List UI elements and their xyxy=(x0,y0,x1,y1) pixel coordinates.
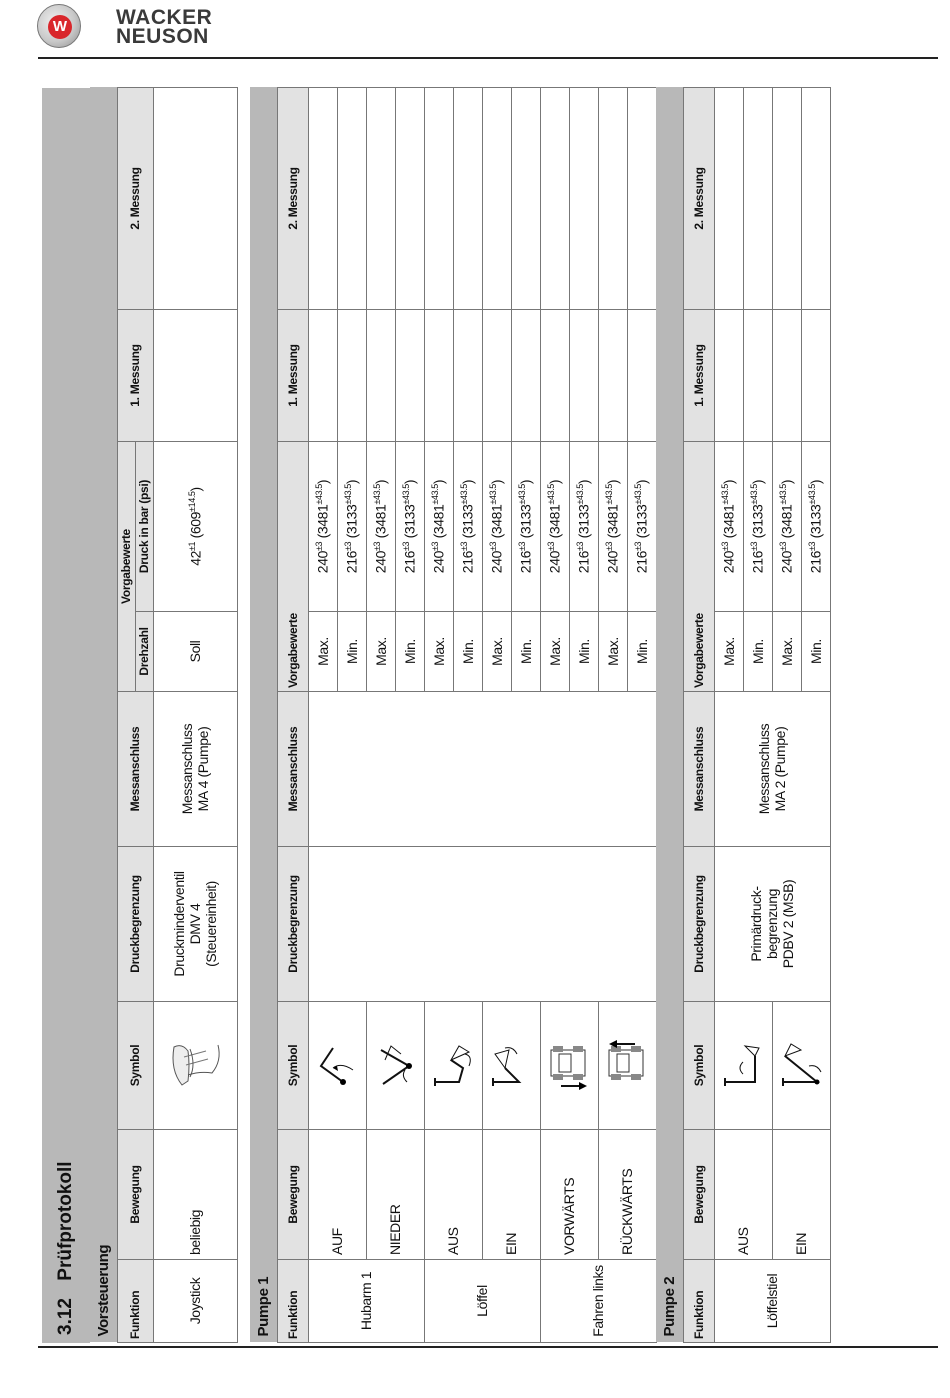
druckbegrenzung-line-3: (Steuereinheit) xyxy=(203,881,219,967)
psi-tolerance: ±43.5 xyxy=(720,484,731,505)
cell-minmax: Min. xyxy=(395,612,424,692)
header-vorgabewerte: Vorgabewerte xyxy=(117,442,135,692)
bar-tolerance: ±3 xyxy=(517,541,528,552)
logo-letter: W xyxy=(48,15,72,39)
druckbegrenzung-line-3: PDBV 2 (MSB) xyxy=(780,879,796,969)
cell-bewegung-aus: AUS xyxy=(714,1130,772,1260)
messanschluss-line-2: MA 2 (Pumpe) xyxy=(772,726,788,812)
psi-tolerance: ±43.5 xyxy=(314,484,325,505)
cell-messanschluss-ma2 xyxy=(714,692,830,847)
header-messanschluss: Messanschluss xyxy=(683,692,714,847)
footer-rule xyxy=(38,1346,938,1348)
cell-bewegung-beliebig: beliebig xyxy=(153,1130,237,1260)
bar-tolerance: ±3 xyxy=(314,541,325,552)
bar-tolerance: ±3 xyxy=(633,541,644,552)
cell-funktion-loeffel: Löffel xyxy=(424,1260,540,1343)
druckbegrenzung-line-2: DMV 4 xyxy=(187,903,203,945)
cell-messung-2-input[interactable] xyxy=(337,87,366,309)
messanschluss-line-1: Messanschluss xyxy=(179,723,195,815)
cell-messung-1-input[interactable] xyxy=(801,310,830,442)
group-title-pumpe-1: Pumpe 1 xyxy=(250,87,277,1342)
psi-tolerance: ±43.5 xyxy=(343,484,354,505)
drive-forward-icon xyxy=(543,1041,595,1091)
psi-tolerance: ±43.5 xyxy=(459,484,470,505)
header-druck: Druck in bar (psi) xyxy=(135,442,153,612)
header-druckbegrenzung: Druckbegrenzung xyxy=(117,847,153,1002)
bar-tolerance: ±3 xyxy=(430,541,441,552)
bar-value: 216 xyxy=(575,551,592,574)
cell-messung-2-input[interactable] xyxy=(395,87,424,309)
cell-vorgabe xyxy=(308,442,337,612)
cell-vorgabe xyxy=(598,442,627,612)
cell-messung-1-input[interactable] xyxy=(424,310,453,442)
cell-messung-1-input[interactable] xyxy=(743,310,772,442)
close-paren: ) xyxy=(372,479,389,485)
close-paren: ) xyxy=(546,479,563,485)
section-title-text: Prüfprotokoll xyxy=(55,1161,76,1281)
header-messung-2: 2. Messung xyxy=(683,87,714,309)
symbol-fahren-rueckwaerts xyxy=(598,1002,656,1130)
cell-funktion-joystick: Joystick xyxy=(153,1260,237,1343)
close-paren: ) xyxy=(488,479,505,485)
cell-minmax: Max. xyxy=(366,612,395,692)
symbol-loeffelstiel-ein xyxy=(772,1002,830,1130)
close-paren: ) xyxy=(459,479,476,485)
druck-bar-tolerance: ±1 xyxy=(186,541,197,552)
symbol-loeffelstiel-aus xyxy=(714,1002,772,1130)
cell-vorgabe xyxy=(453,442,482,612)
section-number: 3.12 xyxy=(55,1298,76,1335)
cell-messanschluss-pumpe-1 xyxy=(308,692,656,847)
bar-tolerance: ±3 xyxy=(459,541,470,552)
psi-value: (3133 xyxy=(343,504,360,539)
cell-bewegung-nieder: NIEDER xyxy=(366,1130,424,1260)
bar-tolerance: ±3 xyxy=(604,541,615,552)
cell-messung-1-input[interactable] xyxy=(337,310,366,442)
psi-tolerance: ±43.5 xyxy=(575,484,586,505)
header-funktion: Funktion xyxy=(117,1260,153,1343)
header-messung-1: 1. Messung xyxy=(683,310,714,442)
joystick-icon xyxy=(160,1036,230,1096)
psi-tolerance: ±43.5 xyxy=(749,484,760,505)
cell-minmax: Min. xyxy=(801,612,830,692)
bar-value: 216 xyxy=(633,551,650,574)
header-funktion: Funktion xyxy=(277,1260,308,1343)
cell-messanschluss-ma4 xyxy=(153,692,237,847)
bar-value: 240 xyxy=(720,551,737,574)
psi-value: (3481 xyxy=(430,504,447,539)
cell-drehzahl-soll: Soll xyxy=(153,612,237,692)
bar-tolerance: ±3 xyxy=(546,541,557,552)
cell-messung-2-input[interactable] xyxy=(598,87,627,309)
bar-tolerance: ±3 xyxy=(720,541,731,552)
cell-messung-1-input[interactable] xyxy=(569,310,598,442)
header-druckbegrenzung: Druckbegrenzung xyxy=(277,847,308,1002)
druckbegrenzung-line-1: Primärdruck- xyxy=(748,886,764,962)
cell-vorgabe xyxy=(337,442,366,612)
header-drehzahl: Drehzahl xyxy=(135,612,153,692)
bar-tolerance: ±3 xyxy=(807,541,818,552)
bucket-in-icon xyxy=(487,1041,535,1091)
cell-messung-1-input[interactable] xyxy=(714,310,743,442)
bar-value: 240 xyxy=(372,551,389,574)
cell-minmax: Max. xyxy=(714,612,743,692)
cell-messung-2-input[interactable] xyxy=(772,87,801,309)
close-paren: ) xyxy=(749,479,766,485)
bar-tolerance: ±3 xyxy=(401,541,412,552)
bar-value: 240 xyxy=(488,551,505,574)
psi-tolerance: ±43.5 xyxy=(430,484,441,505)
group-title-vorsteuerung: Vorsteuerung xyxy=(90,87,117,1342)
header-symbol: Symbol xyxy=(117,1002,153,1130)
bar-value: 240 xyxy=(314,551,331,574)
cell-vorgabe xyxy=(395,442,424,612)
bucket-out-icon xyxy=(429,1041,477,1091)
header-vorgabewerte: Vorgabewerte xyxy=(277,442,308,692)
cell-minmax: Max. xyxy=(540,612,569,692)
header-vorgabewerte: Vorgabewerte xyxy=(683,442,714,692)
table-pumpe-1 xyxy=(250,87,657,1343)
psi-value: (3133 xyxy=(459,504,476,539)
cell-funktion-fahren-links: Fahren links xyxy=(540,1260,656,1343)
cell-messung-1-input[interactable] xyxy=(482,310,511,442)
cell-messung-2-input[interactable] xyxy=(424,87,453,309)
psi-tolerance: ±43.5 xyxy=(517,484,528,505)
cell-druckbegrenzung-dmv4 xyxy=(153,847,237,1002)
druck-psi: (609 xyxy=(187,511,204,539)
cell-bewegung-rueckwaerts: RÜCKWÄRTS xyxy=(598,1130,656,1260)
cell-messung-2-input[interactable] xyxy=(569,87,598,309)
cell-messung-2-input[interactable] xyxy=(743,87,772,309)
cell-messung-1-input[interactable] xyxy=(366,310,395,442)
cell-messung-2-input[interactable] xyxy=(453,87,482,309)
psi-tolerance: ±43.5 xyxy=(778,484,789,505)
close-paren: ) xyxy=(575,479,592,485)
bar-value: 240 xyxy=(546,551,563,574)
header-messung-2: 2. Messung xyxy=(277,87,308,309)
bar-value: 216 xyxy=(401,551,418,574)
psi-value: (3481 xyxy=(720,504,737,539)
cell-vorgabe xyxy=(772,442,801,612)
bar-tolerance: ±3 xyxy=(372,541,383,552)
cell-messung-1-input[interactable] xyxy=(395,310,424,442)
druckbegrenzung-line-1: Druckminderventil xyxy=(171,871,187,977)
psi-tolerance: ±43.5 xyxy=(807,484,818,505)
psi-value: (3133 xyxy=(807,504,824,539)
bar-tolerance: ±3 xyxy=(749,541,760,552)
header-rule xyxy=(38,57,938,59)
header-messanschluss: Messanschluss xyxy=(117,692,153,847)
bar-value: 216 xyxy=(807,551,824,574)
table-pumpe-2 xyxy=(656,87,831,1343)
druck-psi-tolerance: ±14.5 xyxy=(186,491,197,512)
cell-vorgabe xyxy=(801,442,830,612)
psi-tolerance: ±43.5 xyxy=(401,484,412,505)
stick-in-icon xyxy=(777,1041,825,1091)
psi-tolerance: ±43.5 xyxy=(372,484,383,505)
header-messung-2: 2. Messung xyxy=(117,87,153,309)
header-symbol: Symbol xyxy=(277,1002,308,1130)
brand-line-2: NEUSON xyxy=(116,25,209,48)
rotated-page xyxy=(42,88,835,1343)
cell-vorgabe xyxy=(511,442,540,612)
messanschluss-line-1: Messanschluss xyxy=(756,723,772,815)
wacker-neuson-logo xyxy=(37,4,81,48)
druckbegrenzung-line-2: begrenzung xyxy=(764,889,780,959)
drive-reverse-icon xyxy=(601,1041,653,1091)
table-vorsteuerung xyxy=(90,87,238,1343)
bar-tolerance: ±3 xyxy=(488,541,499,552)
psi-value: (3481 xyxy=(778,504,795,539)
cell-messung-2-input[interactable] xyxy=(366,87,395,309)
psi-value: (3481 xyxy=(314,504,331,539)
bar-value: 216 xyxy=(343,551,360,574)
cell-minmax: Max. xyxy=(424,612,453,692)
cell-bewegung-aus: AUS xyxy=(424,1130,482,1260)
symbol-fahren-vorwaerts xyxy=(540,1002,598,1130)
psi-value: (3133 xyxy=(401,504,418,539)
cell-funktion-loeffelstiel: Löffelstiel xyxy=(714,1260,830,1343)
cell-vorgabe xyxy=(540,442,569,612)
cell-vorgabe xyxy=(627,442,656,612)
cell-messung-2-input[interactable] xyxy=(540,87,569,309)
bar-value: 240 xyxy=(778,551,795,574)
psi-value: (3133 xyxy=(517,504,534,539)
symbol-loeffel-ein xyxy=(482,1002,540,1130)
bar-tolerance: ±3 xyxy=(778,541,789,552)
cell-messung-1-input[interactable] xyxy=(511,310,540,442)
psi-tolerance: ±43.5 xyxy=(604,484,615,505)
psi-value: (3133 xyxy=(575,504,592,539)
cell-bewegung-vorwaerts: VORWÄRTS xyxy=(540,1130,598,1260)
close-paren: ) xyxy=(343,479,360,485)
cell-druck-vorgabe xyxy=(153,442,237,612)
group-title-pumpe-2: Pumpe 2 xyxy=(656,87,683,1342)
header-symbol: Symbol xyxy=(683,1002,714,1130)
cell-minmax: Max. xyxy=(772,612,801,692)
cell-vorgabe xyxy=(714,442,743,612)
psi-value: (3481 xyxy=(546,504,563,539)
druck-bar: 42 xyxy=(187,551,204,566)
cell-messung-2-input[interactable] xyxy=(308,87,337,309)
cell-messung-2-input[interactable] xyxy=(627,87,656,309)
boom-down-icon xyxy=(371,1041,419,1091)
psi-value: (3481 xyxy=(372,504,389,539)
bar-value: 216 xyxy=(517,551,534,574)
bar-value: 240 xyxy=(430,551,447,574)
cell-messung-1-input[interactable] xyxy=(453,310,482,442)
header-bewegung: Bewegung xyxy=(683,1130,714,1260)
cell-messung-1-input[interactable] xyxy=(540,310,569,442)
header-messung-1: 1. Messung xyxy=(117,310,153,442)
cell-minmax: Min. xyxy=(453,612,482,692)
cell-vorgabe xyxy=(569,442,598,612)
bar-tolerance: ±3 xyxy=(343,541,354,552)
psi-value: (3481 xyxy=(488,504,505,539)
bar-tolerance: ±3 xyxy=(575,541,586,552)
cell-minmax: Min. xyxy=(511,612,540,692)
cell-messung-1-input[interactable] xyxy=(627,310,656,442)
cell-vorgabe xyxy=(743,442,772,612)
header-bewegung: Bewegung xyxy=(277,1130,308,1260)
messanschluss-line-2: MA 4 (Pumpe) xyxy=(195,726,211,812)
close-paren: ) xyxy=(430,479,447,485)
cell-messung-1-input[interactable] xyxy=(772,310,801,442)
druck-close-paren: ) xyxy=(187,487,204,492)
header-bewegung: Bewegung xyxy=(117,1130,153,1260)
close-paren: ) xyxy=(633,479,650,485)
cell-funktion-hubarm: Hubarm 1 xyxy=(308,1260,424,1343)
stick-out-icon xyxy=(719,1041,767,1091)
cell-minmax: Min. xyxy=(627,612,656,692)
header-funktion: Funktion xyxy=(683,1260,714,1343)
cell-messung-1-input[interactable] xyxy=(153,310,237,442)
cell-messung-2-input[interactable] xyxy=(801,87,830,309)
section-title xyxy=(42,88,90,1343)
close-paren: ) xyxy=(720,479,737,485)
close-paren: ) xyxy=(401,479,418,485)
psi-tolerance: ±43.5 xyxy=(546,484,557,505)
cell-bewegung-auf: AUF xyxy=(308,1130,366,1260)
cell-messung-2-input[interactable] xyxy=(482,87,511,309)
bar-value: 216 xyxy=(459,551,476,574)
cell-vorgabe xyxy=(424,442,453,612)
brand-line-1: WACKER xyxy=(116,6,213,29)
header-druckbegrenzung: Druckbegrenzung xyxy=(683,847,714,1002)
close-paren: ) xyxy=(778,479,795,485)
symbol-loeffel-aus xyxy=(424,1002,482,1130)
header-messung-1: 1. Messung xyxy=(277,310,308,442)
brand-name xyxy=(116,8,212,46)
psi-value: (3481 xyxy=(604,504,621,539)
cell-minmax: Max. xyxy=(308,612,337,692)
cell-minmax: Min. xyxy=(337,612,366,692)
cell-bewegung-ein: EIN xyxy=(772,1130,830,1260)
psi-tolerance: ±43.5 xyxy=(488,484,499,505)
close-paren: ) xyxy=(807,479,824,485)
cell-minmax: Min. xyxy=(743,612,772,692)
close-paren: ) xyxy=(604,479,621,485)
cell-messung-1-input[interactable] xyxy=(308,310,337,442)
cell-bewegung-ein: EIN xyxy=(482,1130,540,1260)
close-paren: ) xyxy=(517,479,534,485)
symbol-hubarm-nieder xyxy=(366,1002,424,1130)
cell-minmax: Min. xyxy=(569,612,598,692)
psi-value: (3133 xyxy=(749,504,766,539)
cell-messung-1-input[interactable] xyxy=(598,310,627,442)
bar-value: 216 xyxy=(749,551,766,574)
joystick-symbol xyxy=(153,1002,237,1130)
boom-up-icon xyxy=(313,1041,361,1091)
cell-messung-2-input[interactable] xyxy=(153,87,237,309)
symbol-hubarm-auf xyxy=(308,1002,366,1130)
cell-vorgabe xyxy=(482,442,511,612)
psi-value: (3133 xyxy=(633,504,650,539)
cell-minmax: Max. xyxy=(598,612,627,692)
header-messanschluss: Messanschluss xyxy=(277,692,308,847)
cell-vorgabe xyxy=(366,442,395,612)
psi-tolerance: ±43.5 xyxy=(633,484,644,505)
cell-druckbegrenzung-pumpe-1 xyxy=(308,847,656,1002)
cell-druckbegrenzung-pdbv2 xyxy=(714,847,830,1002)
bar-value: 240 xyxy=(604,551,621,574)
cell-messung-2-input[interactable] xyxy=(511,87,540,309)
cell-minmax: Max. xyxy=(482,612,511,692)
close-paren: ) xyxy=(314,479,331,485)
cell-messung-2-input[interactable] xyxy=(714,87,743,309)
